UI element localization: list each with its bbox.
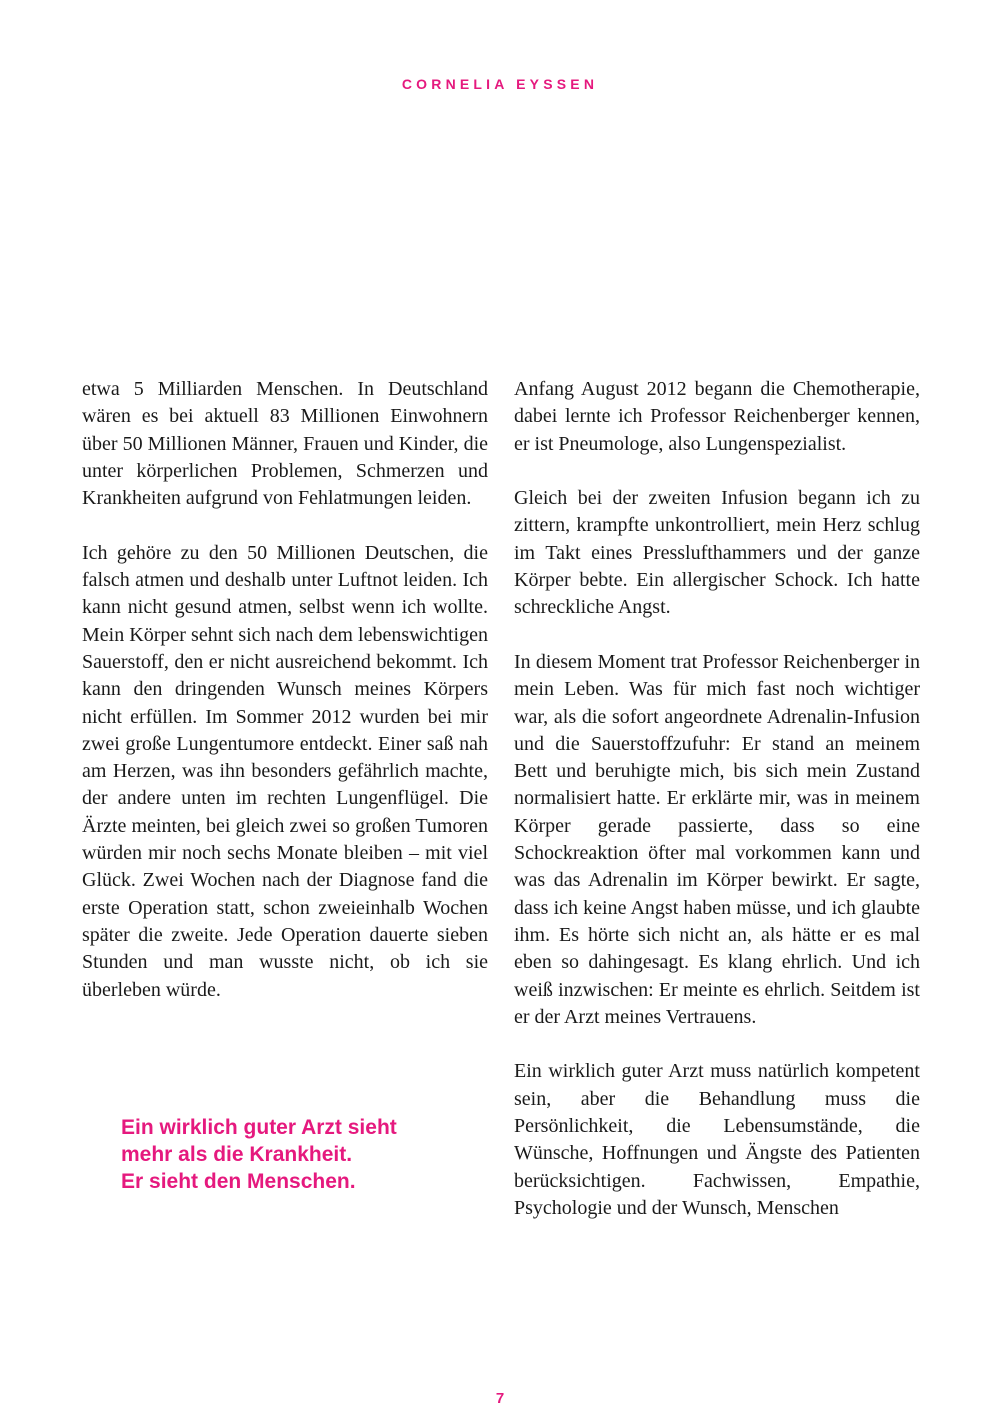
paragraph: In diesem Moment trat Professor Reichenberger in mein Leben. Was für mich fast noch wichtiger war, als die sofort angeordnete Adrenalin-Infusion und die Sauerstoffzufuhr: Er stand an meinem Bett und beruhigte mich, bis sich mein Zustand normalisiert hatte. Er erklärte mir, was in meinem Körper gerade passierte, dass so eine Schockreaktion öfter mal vorkommen kann und was das Adrenalin im Körper bewirkt. Er sagte, dass ich keine Angst haben müsse, und ich glaubte ihm. Es hörte sich nicht an, als hätte er es mal eben so dahingesagt. Es klang ehrlich. Und ich weiß inzwischen: Er meinte es ehrlich. Seitdem ist er der Arzt meines Vertrauens. [514, 650, 920, 1028]
paragraph: Anfang August 2012 begann die Chemotherapie, dabei lernte ich Professor Reichenberger kennen, er ist Pneumologe, also Lungenspezialist. [514, 378, 920, 455]
pull-quote-line: Ein wirklich guter Arzt sieht [121, 1116, 397, 1139]
paragraph: Gleich bei der zweiten Infusion begann ich zu zittern, krampfte unkontrolliert, mein Herz schlug im Takt eines Presslufthammers und der ganze Körper bebte. Ein allergischer Schock. Ich hatte schreckliche Angst. [514, 487, 920, 619]
paragraph: Ich gehöre zu den 50 Millionen Deutschen, die falsch atmen und deshalb unter Luftnot leiden. Ich kann nicht gesund atmen, selbst wenn ich wollte. Mein Körper sehnt sich nach dem lebenswichtigen Sauerstoff, den er nicht ausreichend bekommt. Ich kann den dringenden Wunsch meines Körpers nicht erfüllen. Im Sommer 2012 wurden bei mir zwei große Lungentumore entdeckt. Einer saß nah am Herzen, was ihn besonders gefährlich machte, der andere unten im rechten Lungenflügel. Die Ärzte meinten, bei gleich zwei so großen Tumoren würden mir noch sechs Monate bleiben – mit viel Glück. Zwei Wochen nach der Diagnose fand die erste Operation statt, schon zweieinhalb Wochen später die zweite. Jede Operation dauerte sieben Stunden und man wusste nicht, ob ich sie überleben würde. [82, 541, 488, 1001]
page-number: 7 [495, 1390, 505, 1407]
pull-quote-line: mehr als die Krankheit. [121, 1143, 353, 1166]
paragraph: etwa 5 Milliarden Menschen. In Deutschland wären es bei aktuell 83 Millionen Einwohnern über 50 Millionen Männer, Frauen und Kinder, die unter körperlichen Problemen, Schmerzen und Krankheiten aufgrund von Fehlatmungen leiden. [82, 378, 488, 510]
right-column [514, 376, 920, 1222]
running-head: CORNELIA EYSSEN [401, 76, 599, 92]
left-column [82, 376, 488, 1004]
pull-quote [121, 1114, 481, 1195]
paragraph: Ein wirklich guter Arzt muss natürlich kompetent sein, aber die Behandlung muss die Persönlichkeit, die Lebensumstände, die Wünsche, Hoffnungen und Ängste des Patienten berücksichtigen. Fachwissen, Empathie, Psychologie und der Wunsch, Menschen [514, 1060, 920, 1219]
pull-quote-line: Er sieht den Menschen. [121, 1170, 356, 1193]
